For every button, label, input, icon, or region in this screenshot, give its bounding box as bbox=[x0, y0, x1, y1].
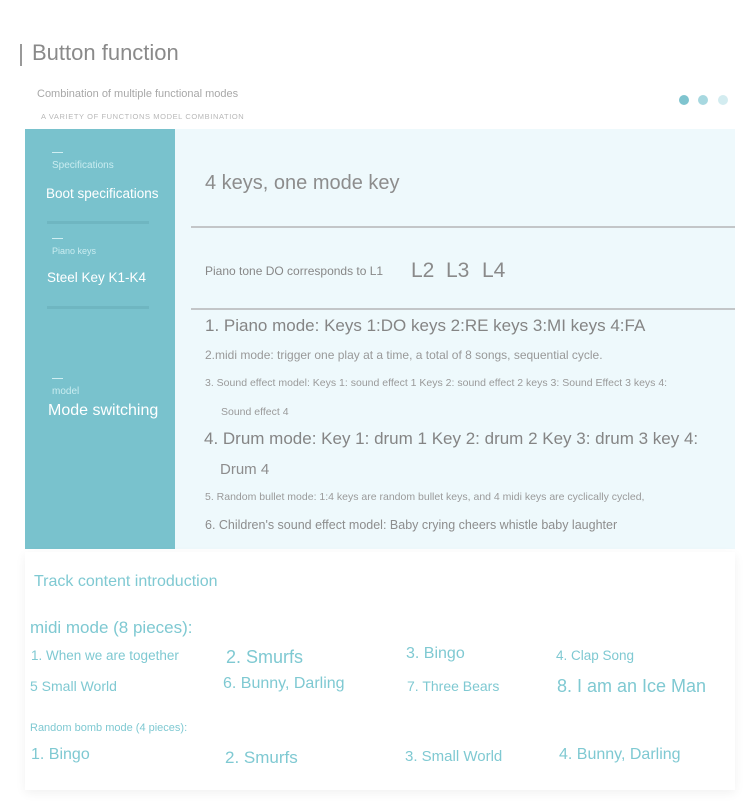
row-small-label-specifications: Specifications bbox=[52, 160, 114, 171]
midi-track-1: 1. When we are together bbox=[31, 648, 179, 663]
row-divider bbox=[47, 221, 149, 224]
row-dash bbox=[52, 238, 63, 239]
mode-drum-cont: Drum 4 bbox=[220, 461, 270, 478]
midi-track-6: 6. Bunny, Darling bbox=[223, 675, 345, 692]
row-small-label-model: model bbox=[52, 386, 80, 397]
midi-track-5: 5 Small World bbox=[30, 678, 117, 694]
row-small-label-piano-keys: Piano keys bbox=[52, 246, 97, 256]
piano-key-l2: L2 bbox=[411, 259, 435, 282]
mode-piano: 1. Piano mode: Keys 1:DO keys 2:RE keys 3:MI keys 4:FA bbox=[205, 316, 646, 335]
keys-summary: 4 keys, one mode key bbox=[205, 172, 400, 194]
indicator-dot-2 bbox=[698, 95, 708, 105]
row-divider bbox=[47, 306, 149, 309]
title-accent-bar bbox=[20, 44, 22, 66]
midi-mode-heading: midi mode (8 pieces): bbox=[30, 618, 193, 637]
piano-tone-text: Piano tone DO corresponds to L1 bbox=[205, 264, 384, 278]
row-title-boot-specifications: Boot specifications bbox=[46, 186, 159, 201]
page-subtitle: Combination of multiple functional modes bbox=[37, 88, 239, 100]
piano-key-l3: L3 bbox=[446, 259, 470, 282]
page-subtitle-caps: A VARIETY OF FUNCTIONS MODEL COMBINATION bbox=[41, 112, 245, 121]
indicator-dot-3 bbox=[718, 95, 728, 105]
midi-track-4: 4. Clap Song bbox=[556, 648, 635, 663]
row-dash bbox=[52, 378, 63, 379]
mode-drum: 4. Drum mode: Key 1: drum 1 Key 2: drum 2 Key 3: drum 3 key 4: bbox=[204, 429, 699, 448]
mode-childrens-sound: 6. Children's sound effect model: Baby crying cheers whistle baby laughter bbox=[205, 518, 618, 532]
midi-track-8: 8. I am an Ice Man bbox=[557, 676, 707, 696]
bomb-track-4: 4. Bunny, Darling bbox=[559, 746, 681, 763]
midi-track-2: 2. Smurfs bbox=[226, 647, 304, 667]
mode-midi: 2.midi mode: trigger one play at a time, a total of 8 songs, sequential cycle. bbox=[205, 348, 603, 362]
row-title-mode-switching: Mode switching bbox=[48, 402, 159, 419]
mode-sound-effect-cont: Sound effect 4 bbox=[221, 406, 289, 418]
row-title-steel-key: Steel Key K1-K4 bbox=[47, 270, 147, 285]
page-title: Button function bbox=[32, 40, 179, 65]
content-divider bbox=[191, 226, 735, 228]
mode-sound-effect: 3. Sound effect model: Keys 1: sound effect 1 Keys 2: sound effect 2 keys 3: Sound Effect 3 keys 4: bbox=[205, 377, 668, 389]
row-dash bbox=[52, 152, 63, 153]
indicator-dot-1 bbox=[679, 95, 689, 105]
midi-track-3: 3. Bingo bbox=[406, 645, 465, 662]
mode-random-bullet: 5. Random bullet mode: 1:4 keys are random bullet keys, and 4 midi keys are cyclically cycled, bbox=[205, 491, 645, 503]
content-divider bbox=[191, 308, 735, 310]
bomb-track-3: 3. Small World bbox=[405, 748, 503, 765]
bomb-track-1: 1. Bingo bbox=[31, 746, 90, 763]
track-heading: Track content introduction bbox=[34, 573, 218, 590]
midi-track-7: 7. Three Bears bbox=[407, 678, 500, 694]
random-bomb-heading: Random bomb mode (4 pieces): bbox=[30, 722, 188, 734]
bomb-track-2: 2. Smurfs bbox=[225, 748, 298, 767]
piano-key-l4: L4 bbox=[482, 259, 506, 282]
